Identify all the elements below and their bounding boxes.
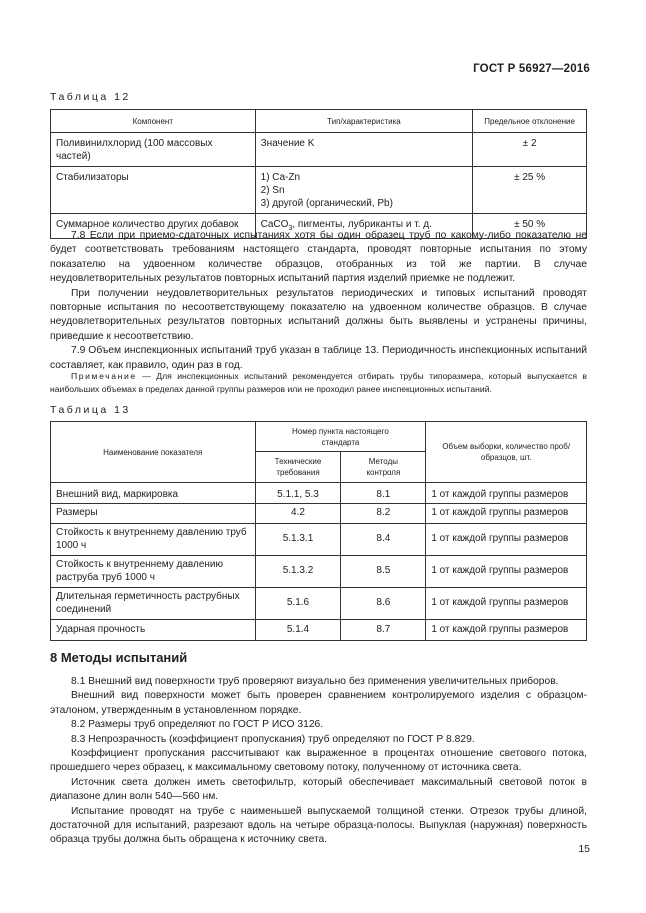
paragraph-8-3-coefficient: Коэффициент пропускания рассчитывают как выраженное в процентах отношение светового потока, прошедшего через образец, к максимальному световому потоку, полученному от источника света. — [50, 748, 587, 774]
table13-cell-volume: 1 от каждой группы размеров — [426, 556, 587, 588]
table13-header-tech: Технические требования — [255, 452, 341, 483]
table-row — [51, 167, 587, 214]
table13-cell-volume: 1 от каждой группы размеров — [426, 504, 587, 524]
table12-cell-component: Поливинилхлорид (100 массовых частей) — [51, 133, 256, 167]
table13-cell-tech: 5.1.3.2 — [255, 556, 341, 588]
paragraph-8-3-procedure: Испытание проводят на трубе с наименьшей выпускаемой толщиной стенки. Отрезок трубы длиной, достаточной для испытаний, разрезают вдоль на четыре образца-полосы. Выпуклая (наружная) поверхность образца трубы должна быть обращена к источнику света. — [50, 805, 587, 846]
table13-cell-tech: 5.1.4 — [255, 620, 341, 641]
table13-cell-method: 8.2 — [341, 504, 426, 524]
table12-cell-component: Стабилизаторы — [51, 167, 256, 214]
table13-header-volume: Объем выборки, количество проб/образцов, шт. — [426, 422, 587, 483]
paragraph-8-1-continued: Внешний вид поверхности может быть проверен сравнением контролируемого изделия с образцом-эталоном, утвержденным в установленном порядке. — [50, 690, 587, 716]
type-line: 3) другой (органический, Pb) — [260, 198, 393, 209]
type-line: 2) Sn — [260, 185, 285, 196]
table13-cell-name: Стойкость к внутреннему давлению раструба труб 1000 ч — [51, 556, 256, 588]
paragraph-8-1: 8.1 Внешний вид поверхности труб проверяют визуально без применения увеличительных приборов. — [71, 676, 559, 687]
paragraph-8-2: 8.2 Размеры труб определяют по ГОСТ Р ИСО 3126. — [71, 719, 324, 731]
table12-caption: Таблица 12 — [50, 91, 131, 103]
table13-cell-method: 8.1 — [341, 487, 426, 504]
paragraph-7-9: 7.9 Объем инспекционных испытаний труб указан в таблице 13. Периодичность инспекционных испытаний составляет, как правило, один раз в год. — [50, 345, 587, 371]
table13-cell-tech: 5.1.1, 5.3 — [255, 487, 341, 504]
table13-cell-volume: 1 от каждой группы размеров — [426, 524, 587, 556]
table13-cell-tech: 4.2 — [255, 504, 341, 524]
table13-cell-name: Длительная герметичность раструбных соединений — [51, 588, 256, 620]
table13-cell-method: 8.4 — [341, 524, 426, 556]
table-13 — [50, 421, 587, 641]
section7-text — [50, 229, 587, 373]
table-12 — [50, 109, 587, 239]
table12-header-deviation: Предельное отклонение — [473, 110, 587, 133]
table13-cell-tech: 5.1.6 — [255, 588, 341, 620]
note-text: — Для инспекционных испытаний рекомендуется отбирать трубы типоразмера, который выпускается в наибольших объемах в пределах данной группы размеров или не проходил ранее инспекционных испытаний. — [50, 371, 587, 394]
type-line: 1) Ca-Zn — [260, 172, 301, 183]
table12-cell-deviation: ± 25 % — [473, 167, 587, 214]
type-line: Значение K — [260, 138, 315, 149]
table13-cell-volume: 1 от каждой группы размеров — [426, 487, 587, 504]
table12-header-type: Тип/характеристика — [255, 110, 473, 133]
table13-caption: Таблица 13 — [50, 404, 131, 416]
table-row — [51, 524, 587, 556]
table12-cell-deviation: ± 2 — [473, 133, 587, 167]
table13-cell-volume: 1 от каждой группы размеров — [426, 588, 587, 620]
table12-header-component: Компонент — [51, 110, 256, 133]
table12-cell-deviation: ± 50 % — [473, 214, 587, 239]
section8-text — [50, 675, 587, 848]
table-row — [51, 487, 587, 504]
table-row — [51, 556, 587, 588]
paragraph-7-8-continued: При получении неудовлетворительных результатов периодических и типовых испытаний проводят повторные испытания по несоответствующему показателю на удвоенном количестве образцов. В случае неудовлетворительных результатов повторных испытаний должны быть выявлены и устранены причины, приведшие к несоответствию. — [50, 287, 587, 342]
table12-cell-component: Суммарное количество других добавок — [51, 214, 256, 239]
table-row — [51, 504, 587, 524]
section8-heading: 8 Методы испытаний — [50, 650, 188, 665]
table12-cell-type — [255, 133, 473, 167]
type-line: CaCO$_3$, пигменты, лубриканты и т. д. — [260, 219, 432, 232]
table-row — [51, 620, 587, 641]
table12-cell-type — [255, 167, 473, 214]
table13-cell-name: Стойкость к внутреннему давлению труб 1000 ч — [51, 524, 256, 556]
table13-cell-volume: 1 от каждой группы размеров — [426, 620, 587, 641]
table13-cell-method: 8.6 — [341, 588, 426, 620]
table-row — [51, 588, 587, 620]
table13-cell-tech: 5.1.3.1 — [255, 524, 341, 556]
table13-cell-method: 8.5 — [341, 556, 426, 588]
table13-cell-name: Ударная прочность — [51, 620, 256, 641]
table13-cell-method: 8.7 — [341, 620, 426, 641]
paragraph-7-8: 7.8 Если при приемо-сдаточных испытаниях хотя бы один образец труб по какому-либо показателю не будет соответствовать требованиям настоящего стандарта, проводят повторные испытания по этому показателю на удвоенном количестве образцов, отобранных из той же партии. В случае неудовлетворительных результатов повторных испытаний партия изделий приемке не подлежит. — [50, 230, 587, 285]
paragraph-8-3-light-source: Источник света должен иметь светофильтр, который обеспечивает максимальный световой поток в диапазоне длин волн 540—560 нм. — [50, 776, 587, 803]
table13-header-methods: Методы контроля — [341, 452, 426, 483]
page-number: 15 — [578, 843, 590, 855]
note-label: Примечание — [71, 371, 137, 381]
table13-cell-name: Внешний вид, маркировка — [51, 487, 256, 504]
table13-header-name: Наименование показателя — [51, 422, 256, 483]
paragraph-8-3: 8.3 Непрозрачность (коэффициент пропускания) труб определяют по ГОСТ Р 8.829. — [71, 733, 475, 745]
document-id: ГОСТ Р 56927—2016 — [473, 63, 590, 75]
table13-header-clause: Номер пункта настоящего стандарта — [255, 422, 426, 452]
table13-cell-name: Размеры — [51, 504, 256, 524]
table-row — [51, 133, 587, 167]
note — [50, 370, 587, 395]
